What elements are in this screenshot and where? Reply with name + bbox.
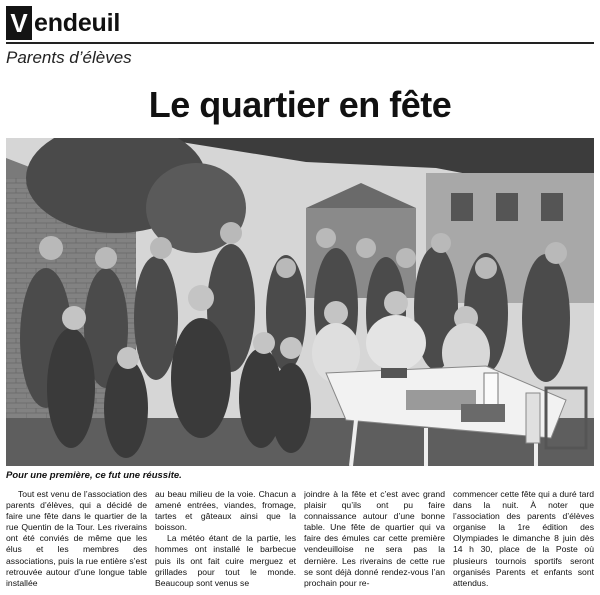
article-paragraph: Tout est venu de l’association des parents d’élèves, qui a décidé de faire une fête dans le quartier de la rue Quentin de la Tour. Les riverains ont été conviés de même que les élus et les membres des associations, puis la rue entière s’est retrouvée autour d’une longue table installée — [6, 489, 147, 588]
article-paragraph: commencer cette fête qui a duré tard dans la nuit. À noter que l’association des parents d’élèves organise la 1re édition des Olympiades le dimanche 8 juin dès 14 h 30, place de la Poste où plusieurs tournois sportifs seront organisés Parents et enfants sont attendus. — [453, 489, 594, 588]
article-column-2 — [155, 489, 296, 593]
article-column-4 — [453, 489, 594, 593]
article-paragraph: au beau milieu de la voie. Chacun a amené entrées, viandes, fromage, tartes et gâteaux ainsi que la boisson. — [155, 489, 296, 533]
article-paragraph: joindre à la fête et c’est avec grand plaisir qu’ils ont pu faire connaissance autour d’une bonne table. Une fête de quartier qui va faire des émules car cette première vendeuilloise ne sera pas la dernière. Les riverains de cette rue se sont déjà donné rendez-vous l’an prochain pour re- — [304, 489, 445, 588]
headline: Le quartier en fête — [148, 84, 452, 125]
photo-caption: Pour une première, ce fut une réussite. — [6, 470, 182, 481]
group-photo — [6, 138, 594, 466]
header-rule — [6, 42, 594, 44]
town-name: endeuil — [34, 9, 121, 37]
town-initial: V — [6, 6, 32, 40]
article-paragraph: La météo étant de la partie, les hommes ont installé le barbecue puis ils ont fait cuire merguez et grillades pour tout le monde. Beaucoup sont venus se — [155, 533, 296, 588]
section-title: Parents d’élèves — [6, 48, 132, 67]
town-banner — [6, 6, 120, 40]
article-body — [6, 489, 594, 593]
article-column-1 — [6, 489, 147, 593]
article-column-3 — [304, 489, 445, 593]
